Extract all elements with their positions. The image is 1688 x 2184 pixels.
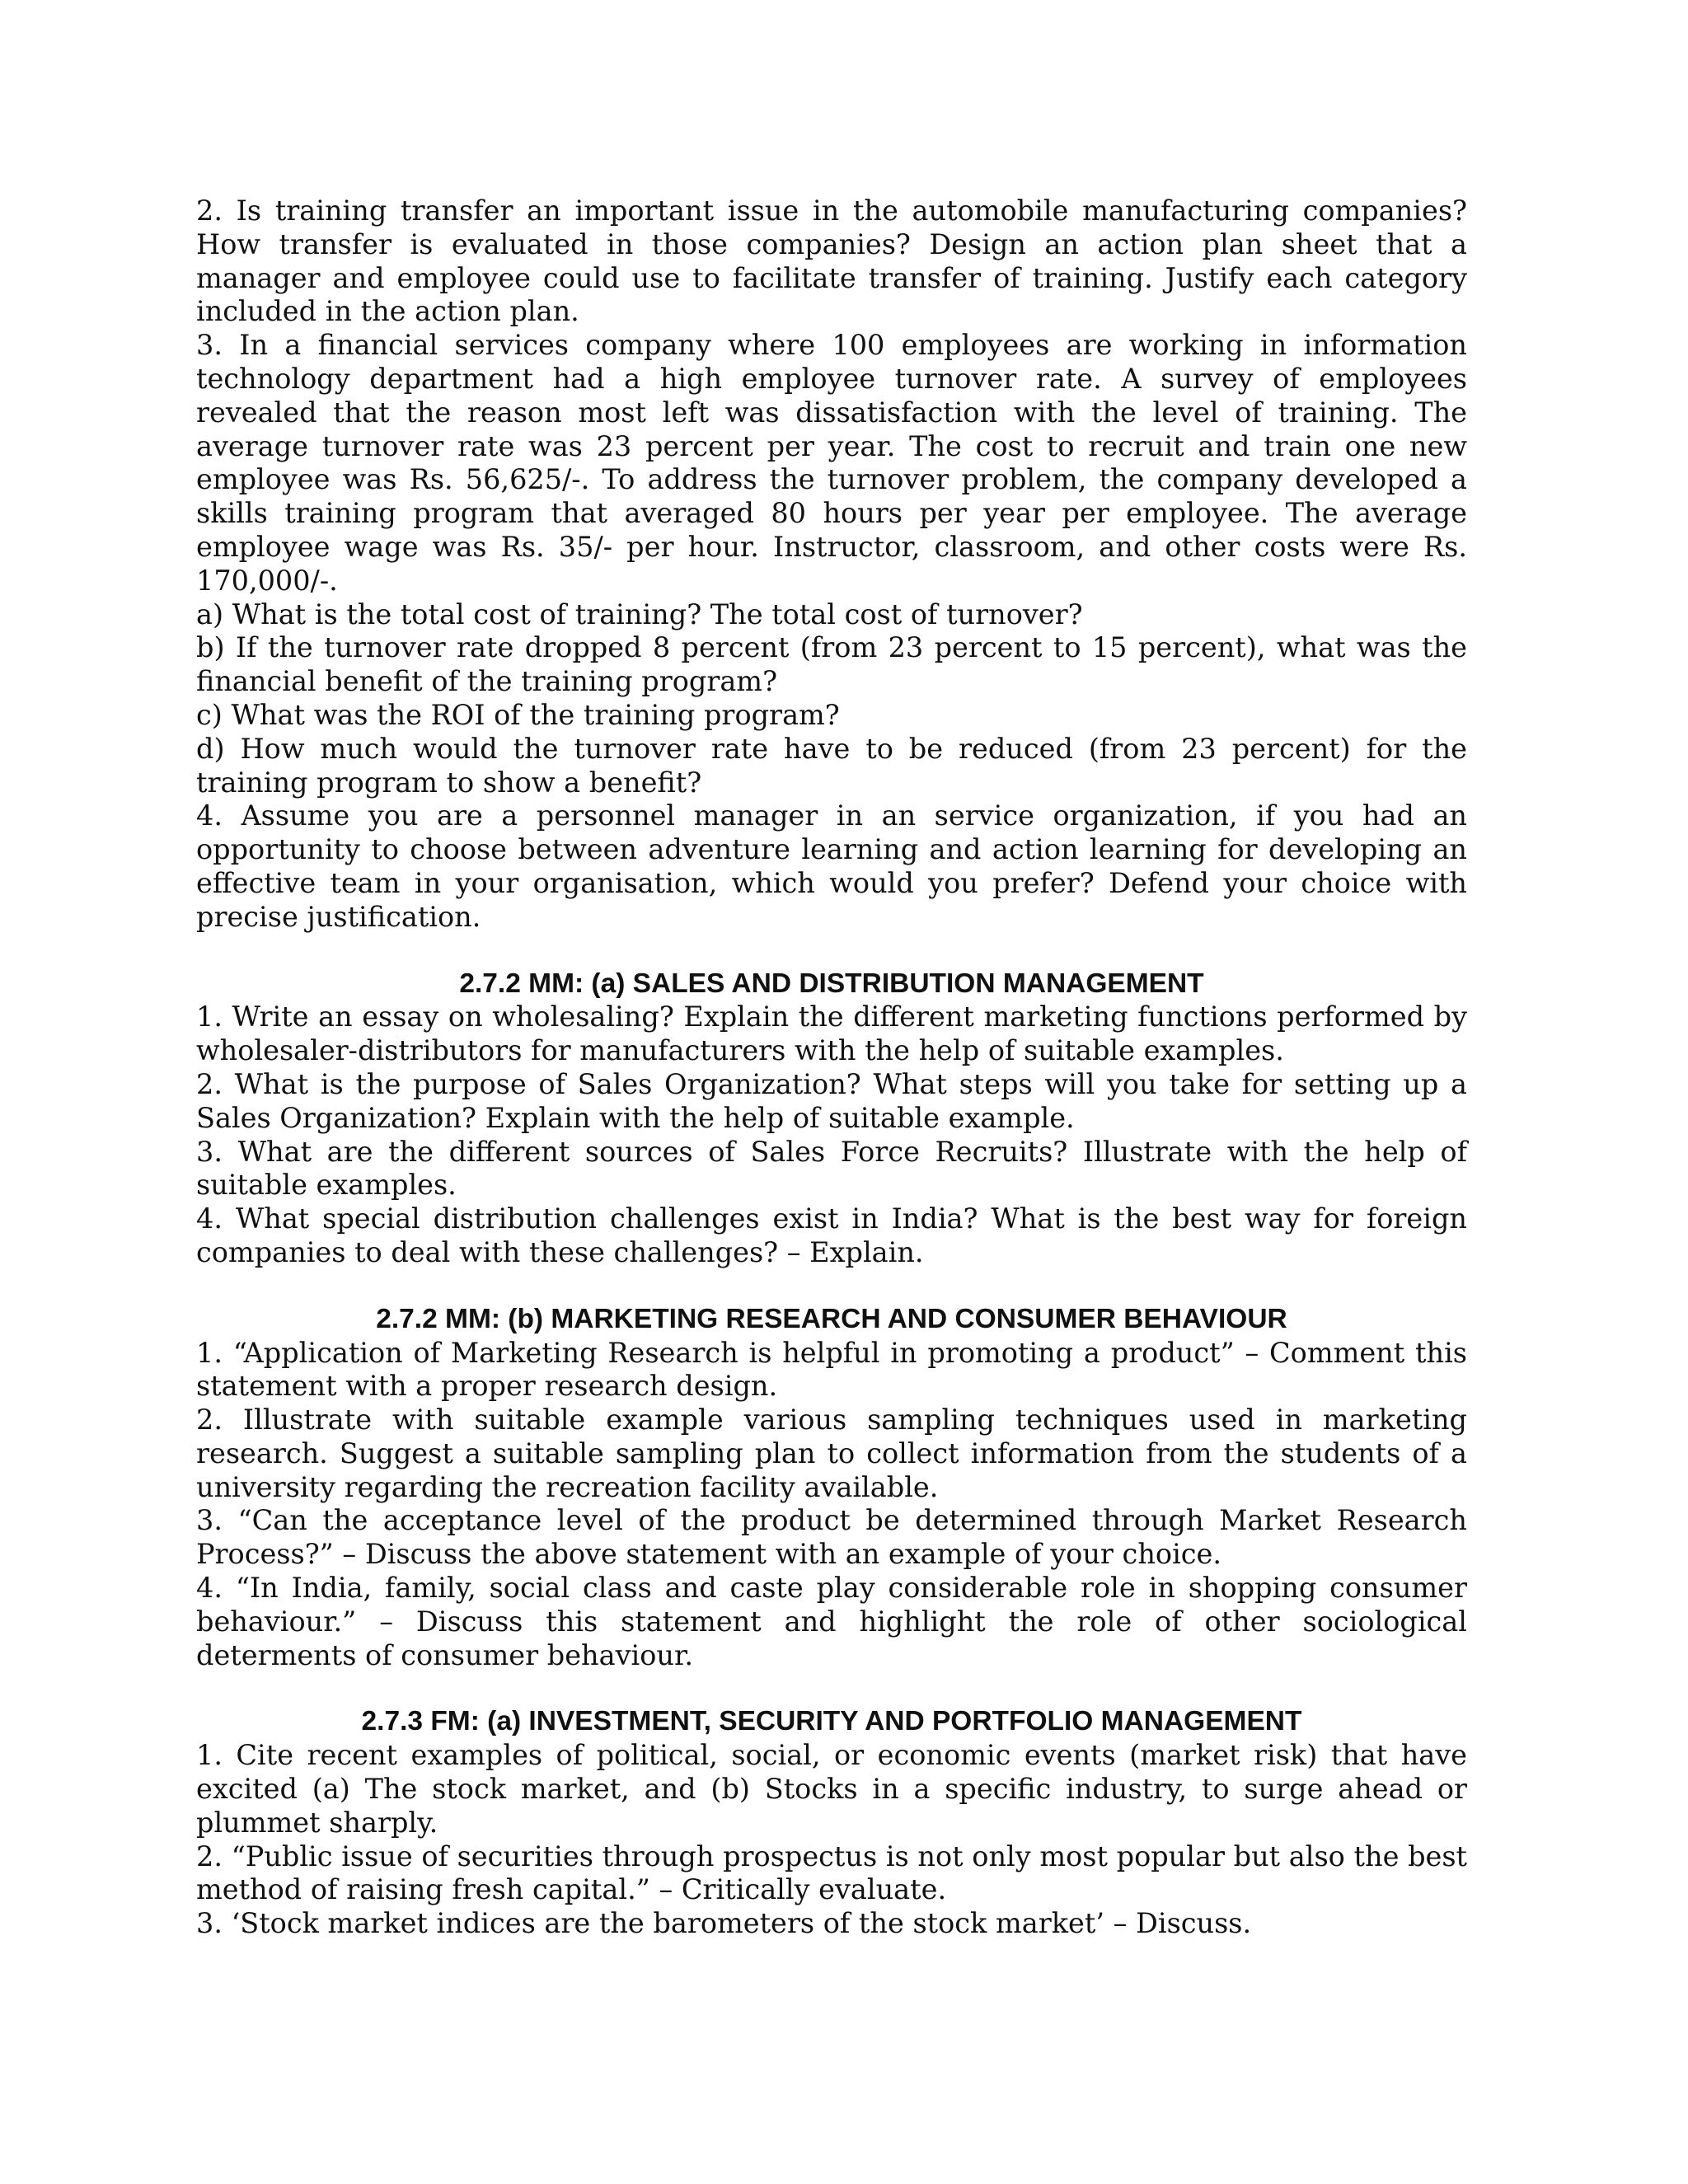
question-2-training-transfer: 2. Is training transfer an important issue in the automobile manufacturing companies? How transfer is evaluated in those companies? Design an action plan sheet that a manager and employee could use to facilitate transfer of training. Justify each category included in the action plan. <box>196 194 1467 328</box>
question-item: 3. ‘Stock market indices are the barometers of the stock market’ – Discuss. <box>196 1907 1252 1940</box>
question-item: 2. What is the purpose of Sales Organization? What steps will you take for setting up a Sales Organization? Explain with the help of suitable example. <box>196 1067 1467 1134</box>
section-investment-portfolio <box>196 1705 1467 1941</box>
question-3b: b) If the turnover rate dropped 8 percent (from 23 percent to 15 percent), what was the financial benefit of the training program? <box>196 631 1467 698</box>
section-sales-distribution <box>196 968 1467 1270</box>
section-training-questions <box>196 194 1467 935</box>
question-item: 2. “Public issue of securities through prospectus is not only most popular but also the best method of raising fresh capital.” – Critically evaluate. <box>196 1840 1467 1906</box>
document-page <box>196 194 1467 1941</box>
question-item: 1. Write an essay on wholesaling? Explain the different marketing functions performed by wholesaler-distributors for manufacturers with the help of suitable examples. <box>196 1001 1467 1067</box>
section-spacer <box>196 1672 1467 1705</box>
question-item: 1. Cite recent examples of political, social, or economic events (market risk) that have excited (a) The stock market, and (b) Stocks in a specific industry, to surge ahead or plummet sharply. <box>196 1739 1467 1839</box>
question-item: 3. What are the different sources of Sales Force Recruits? Illustrate with the help of suitable examples. <box>196 1135 1467 1202</box>
question-3d: d) How much would the turnover rate have to be reduced (from 23 percent) for the training program to show a benefit? <box>196 732 1467 799</box>
section-spacer <box>196 1270 1467 1303</box>
question-item: 4. “In India, family, social class and caste play considerable role in shopping consumer behaviour.” – Discuss this statement and highlight the role of other sociological determents of consumer behaviour. <box>196 1572 1467 1671</box>
section-heading: 2.7.3 FM: (a) INVESTMENT, SECURITY AND PORTFOLIO MANAGEMENT <box>361 1706 1302 1737</box>
question-item: 2. Illustrate with suitable example various sampling techniques used in marketing research. Suggest a suitable sampling plan to collect information from the students of a university regarding the recreation facility available. <box>196 1404 1467 1503</box>
question-item: 1. “Application of Marketing Research is helpful in promoting a product” – Comment this statement with a proper research design. <box>196 1336 1467 1403</box>
section-heading: 2.7.2 MM: (b) MARKETING RESEARCH AND CONSUMER BEHAVIOUR <box>376 1303 1287 1334</box>
question-item: 3. “Can the acceptance level of the product be determined through Market Research Process?” – Discuss the above statement with an example of your choice. <box>196 1504 1467 1571</box>
question-item: 4. What special distribution challenges exist in India? What is the best way for foreign companies to deal with these challenges? – Explain. <box>196 1202 1467 1268</box>
section-spacer <box>196 935 1467 968</box>
question-3c: c) What was the ROI of the training program? <box>196 698 840 731</box>
section-heading: 2.7.2 MM: (a) SALES AND DISTRIBUTION MANAGEMENT <box>459 968 1204 999</box>
question-4-adventure-learning: 4. Assume you are a personnel manager in an service organization, if you had an opportunity to choose between adventure learning and action learning for developing an effective team in your organisation, which would you prefer? Defend your choice with precise justification. <box>196 799 1467 933</box>
question-3-turnover-case: 3. In a financial services company where 100 employees are working in information technology department had a high employee turnover rate. A survey of employees revealed that the reason most left was dissatisfaction with the level of training. The average turnover rate was 23 percent per year. The cost to recruit and train one new employee was Rs. 56,625/-. To address the turnover problem, the company developed a skills training program that averaged 80 hours per year per employee. The average employee wage was Rs. 35/- per hour. Instructor, classroom, and other costs were Rs. 170,000/-. <box>196 329 1467 597</box>
section-marketing-research <box>196 1303 1467 1673</box>
question-3a: a) What is the total cost of training? The total cost of turnover? <box>196 598 1083 630</box>
